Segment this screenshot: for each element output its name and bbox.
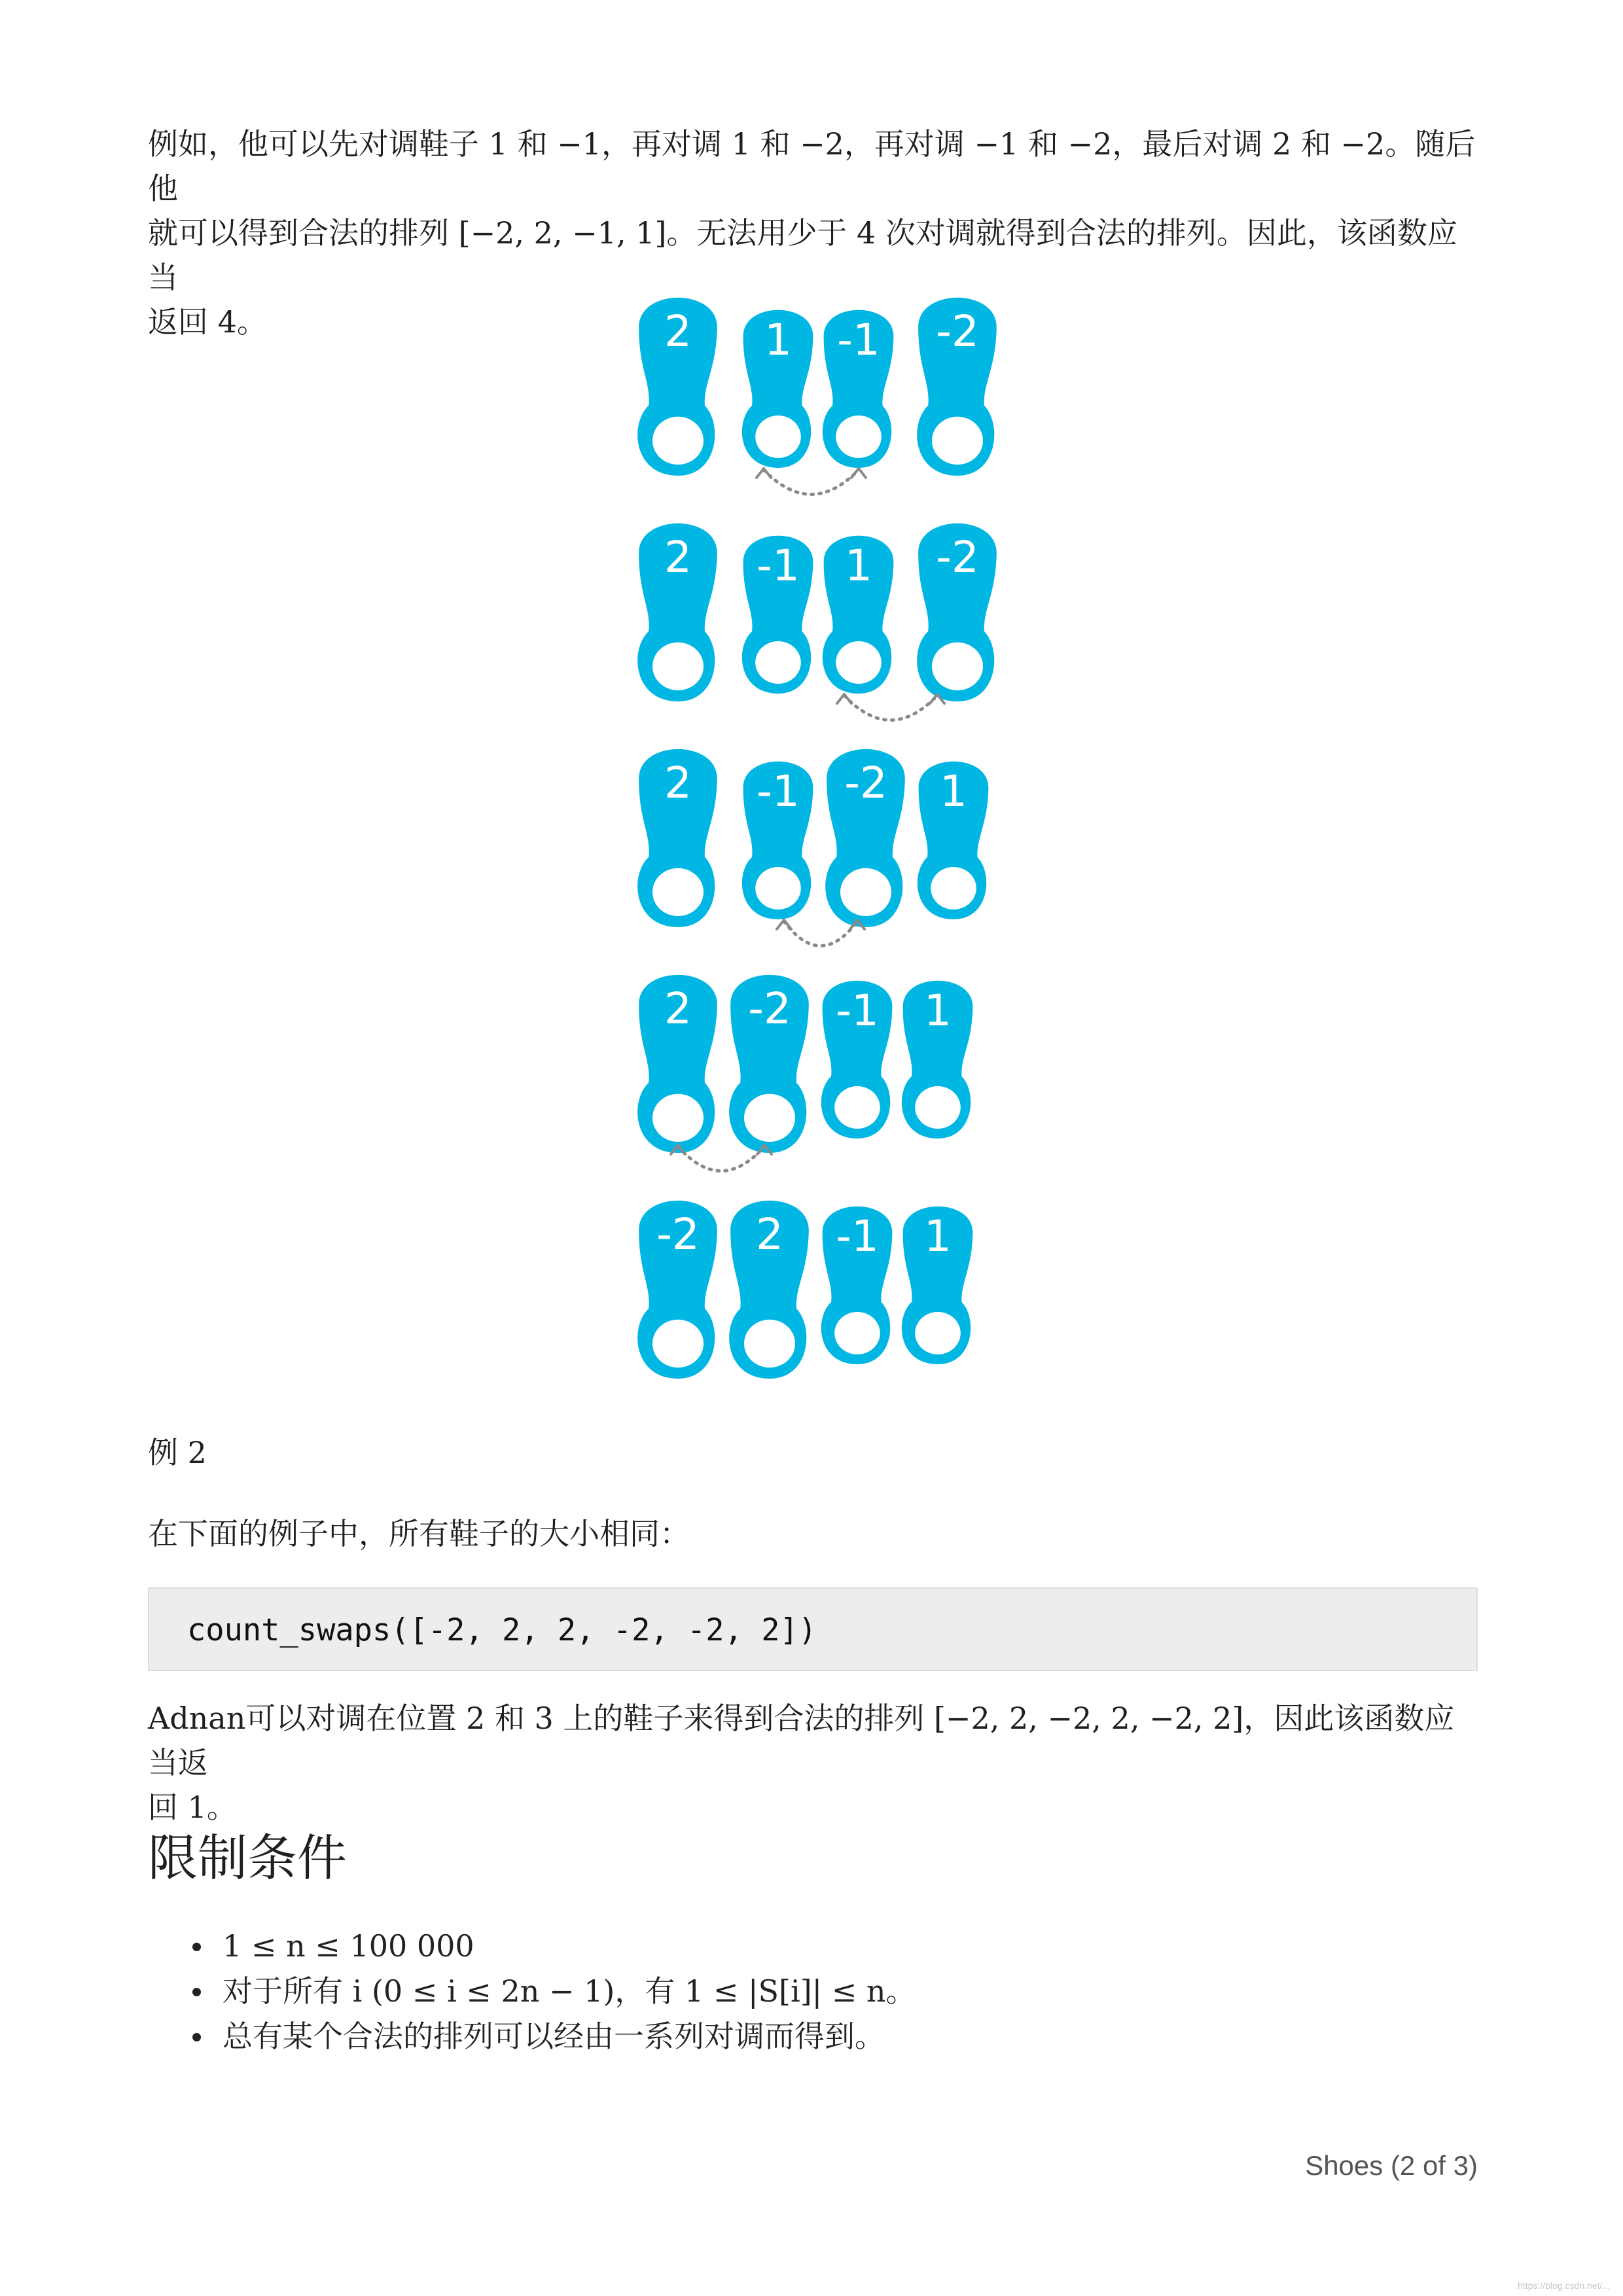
shoe-heel: [744, 1094, 795, 1142]
shoe-heel: [834, 1086, 880, 1129]
shoe-label: 2: [664, 306, 692, 357]
shoe-label: 1: [940, 766, 967, 817]
shoe-label: 2: [756, 1209, 783, 1260]
shoe-heel: [915, 1312, 961, 1354]
shoe-heel: [652, 868, 704, 916]
shoe-label: 1: [924, 1211, 952, 1262]
shoe-label: 1: [924, 985, 952, 1036]
shoe: [729, 975, 809, 1153]
shoe-heel: [755, 641, 801, 684]
list-item: 1 ≤ n ≤ 100 000: [148, 1924, 1479, 1969]
shoe: [918, 762, 989, 919]
shoe-label: -1: [757, 766, 800, 817]
shoe: [742, 536, 813, 694]
shoe-heel: [931, 867, 976, 910]
shoe-heel: [755, 867, 801, 910]
shoe: [821, 981, 893, 1139]
shoe-heel: [652, 1320, 704, 1368]
shoe-heel: [652, 1094, 704, 1142]
arrow-head-icon: [757, 468, 771, 478]
shoe-heel: [652, 643, 704, 690]
shoe: [902, 1207, 973, 1364]
arrow-head-icon: [777, 920, 791, 929]
shoe-label: 1: [764, 315, 792, 365]
shoe-heel: [840, 868, 891, 916]
shoe-label: 2: [664, 758, 692, 809]
shoe-label: -1: [836, 985, 879, 1036]
list-item: 总有某个合法的排列可以经由一系列对调而得到。: [148, 2014, 1479, 2059]
paragraph-line: 返回 4。: [148, 304, 267, 340]
shoe: [637, 523, 717, 701]
shoe-label: -2: [844, 758, 887, 809]
shoe-label: -1: [837, 315, 880, 365]
shoe-heel: [932, 643, 983, 690]
shoe: [821, 1207, 893, 1364]
shoe: [902, 981, 973, 1139]
constraints-heading: 限制条件: [148, 1829, 347, 1887]
shoe-heel: [932, 417, 983, 465]
shoe-label: 2: [664, 983, 692, 1034]
watermark: https://blog.csdn.net/...: [1518, 2280, 1610, 2291]
example-2-explanation: [148, 1696, 1479, 1829]
shoe-heel: [836, 415, 882, 458]
shoe: [825, 749, 905, 927]
swap-arrow: [764, 470, 859, 495]
shoe-heel: [652, 417, 704, 465]
code-block: [148, 1587, 1478, 1671]
shoe: [637, 298, 717, 476]
shoe: [742, 310, 813, 468]
shoe: [917, 523, 997, 701]
shoe-label: 1: [845, 540, 872, 591]
page-footer: Shoes (2 of 3): [1305, 2150, 1478, 2181]
shoe-heel: [755, 415, 801, 458]
shoe: [917, 298, 997, 476]
paragraph-line: 回 1。: [148, 1790, 237, 1825]
shoe: [637, 975, 717, 1153]
arrow-head-icon: [837, 694, 851, 703]
shoe-label: -2: [656, 1209, 700, 1260]
paragraph-line: 就可以得到合法的排列 [−2, 2, −1, 1]。无法用少于 4 次对调就得到合法的排列。因此，该函数应当: [148, 215, 1457, 295]
shoe-label: -2: [748, 983, 791, 1034]
example-2-label: 例 2: [148, 1435, 207, 1470]
shoe-heel: [915, 1086, 961, 1129]
shoe: [729, 1201, 809, 1379]
swap-arrow: [784, 921, 857, 946]
swap-arrow: [844, 696, 937, 720]
shoe: [823, 536, 894, 694]
shoe-heel: [834, 1312, 880, 1354]
paragraph-line: Adnan可以对调在位置 2 和 3 上的鞋子来得到合法的排列 [−2, 2, −2, 2, −2, 2]，因此该函数应当返: [148, 1701, 1455, 1780]
shoe-label: 2: [664, 532, 692, 583]
shoe: [742, 762, 813, 919]
shoe-label: -2: [936, 532, 979, 583]
paragraph-line: 例如，他可以先对调鞋子 1 和 −1，再对调 1 和 −2，再对调 −1 和 −2，最后对调 2 和 −2。随后他: [148, 126, 1476, 206]
shoe-heel: [836, 641, 882, 684]
example-2-intro: 在下面的例子中，所有鞋子的大小相同：: [148, 1516, 690, 1551]
code-text: count_swaps([-2, 2, 2, -2, -2, 2]): [187, 1612, 817, 1648]
arrow-head-icon: [851, 468, 866, 478]
shoe: [823, 310, 894, 468]
list-item: 对于所有 i (0 ≤ i ≤ 2n − 1)，有 1 ≤ |S[i]| ≤ n。: [148, 1969, 1479, 2014]
shoe: [637, 1201, 717, 1379]
shoe-label: -1: [836, 1211, 879, 1262]
constraints-list: [148, 1924, 1479, 2059]
shoe: [637, 749, 717, 927]
shoe-heel: [744, 1320, 795, 1368]
shoe-label: -2: [936, 306, 979, 357]
shoe-label: -1: [757, 540, 800, 591]
